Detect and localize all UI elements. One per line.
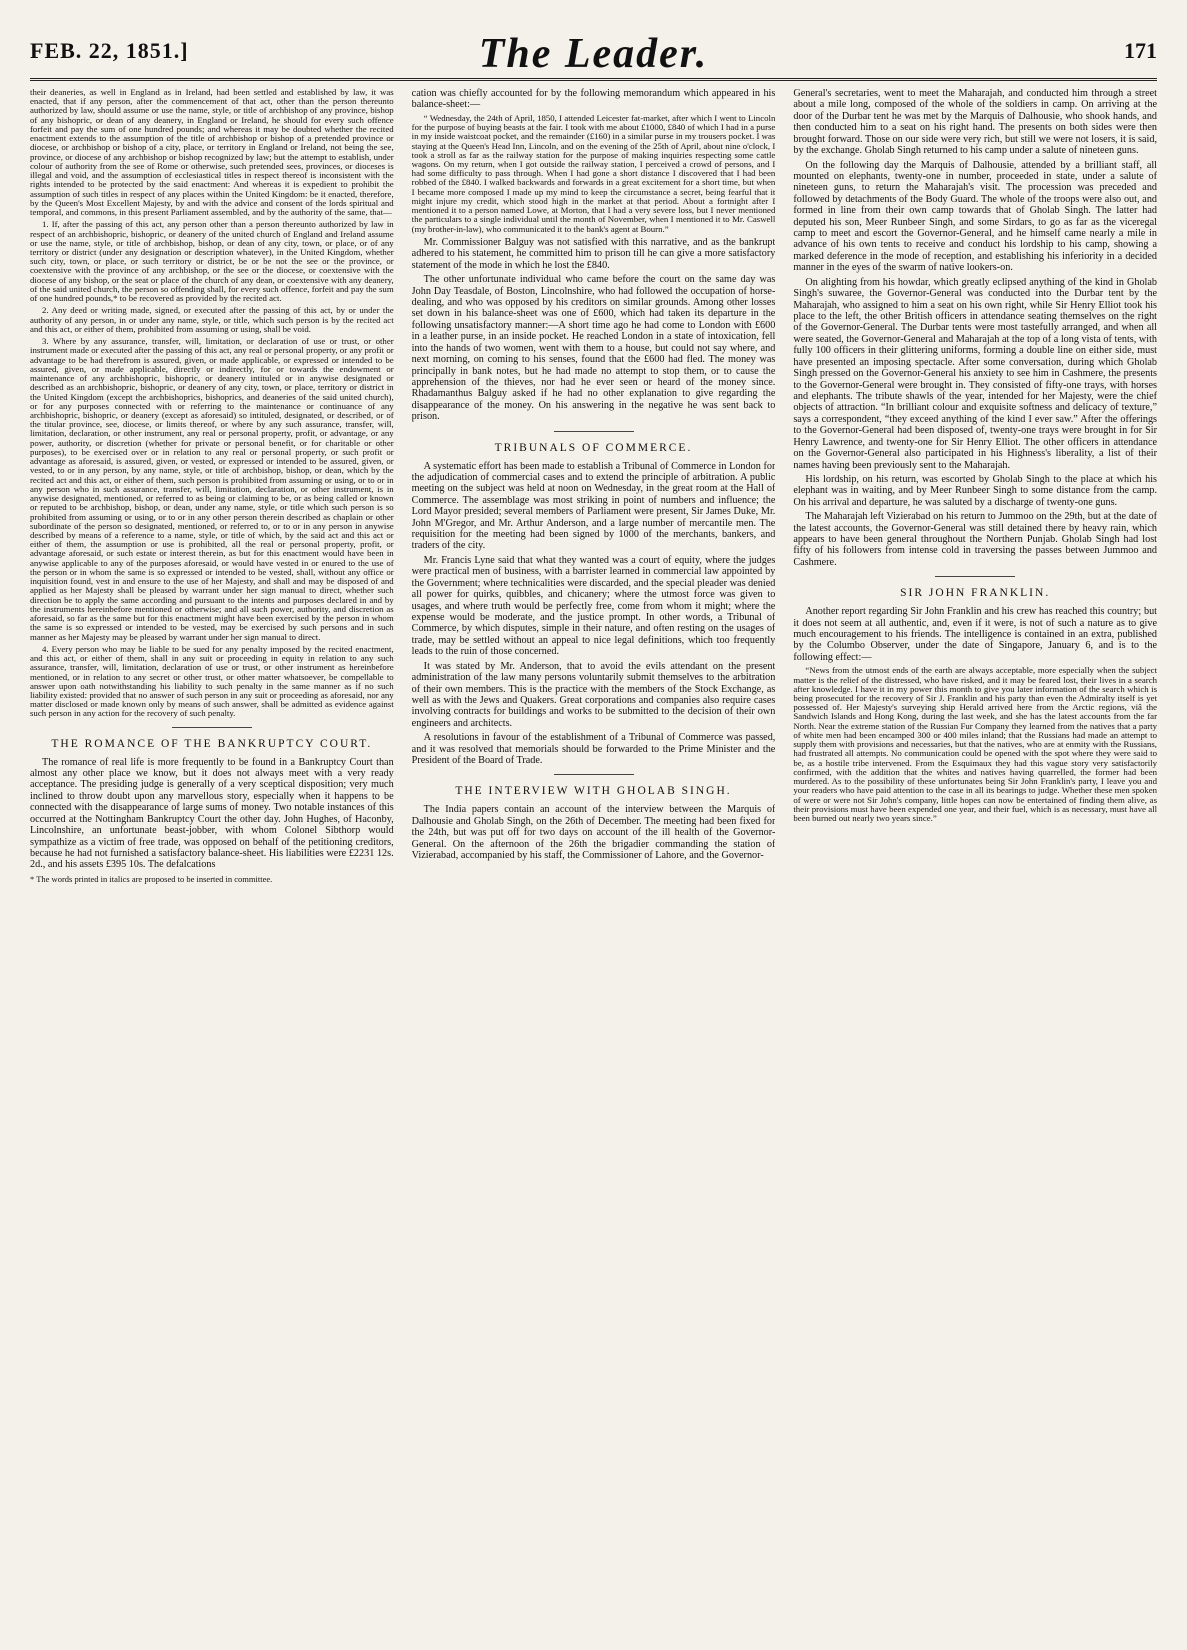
paragraph: 4. Every person who may be liable to be sued for any penalty imposed by the recited enactment, and this act, or either of them, shall in any suit or proceeding in equity in relation to any such assurance, transfer, will, limitation, declaration of use or trust, or other instrument as hereinbefore mentioned, or in relation to any secret or other trust, or other matter whatsoever, be compellable to answer upon oath notwithstanding his liability to such penalty in the same manner as if no such liability existed: provided that no answer of such person in any suit or proceeding as aforesaid, nor any matter disclosed or made known only by means of such answer, shall be admitted as evidence against such person in any action for the recovery of such penalty. xyxy=(30,643,394,719)
paragraph: On the following day the Marquis of Dalhousie, attended by a brilliant staff, all mounted on elephants, twenty-one in number, proceeded in state, under a salute of nineteen guns, to return the Maharajah's visit. The procession was preceded and followed by detachments of the Body Guard. The whole of the troops were also out, and formed in line from their own camp towards that of Gholab Singh. The latter had deputed his son, Meer Runbeer Singh, and some Sirdars, to go as far as the viceregal camp to meet and escort the Governor-General, and he himself came nearly a mile in advance of his own tents to receive and conduct his lordship to his camp, showing a marked deference in the mode of reception, and establishing his inferiority in a decided manner in the eyes of the swarm of native lookers-on. xyxy=(793,159,1158,274)
paragraph: General's secretaries, went to meet the Maharajah, and conducted him through a street about a mile long, composed of the whole of the soldiers in camp. On arriving at the door of the Durbar tent he was met by the Marquis of Dalhousie, who shook hands, and then conducted him to a seat on his right hand. The presents on both sides were then brought forward. Those on our side were very rich, but still we were not losers, it is said, by the exchange. Gholab Singh returned to his camp under a salute of nineteen guns. xyxy=(793,88,1158,157)
paragraph: Another report regarding Sir John Franklin and his crew has reached this country; but it does not seem at all authentic, and, even if it were, is not of such a nature as to give much encouragement to his friends. The intelligence is contained in an extra, published by the Columbo Observer, under the date of Singapore, January 6, and is to the following effect:— xyxy=(793,606,1158,663)
paragraph: Mr. Francis Lyne said that what they wanted was a court of equity, where the judges were practical men of business, with a barrister learned in commercial law appointed by the Government; where technicalities were discarded, and the special pleader was denied all power for quirks, quibbles, and chicanery; where the utmost force was given to usages, and where truth would be perfectly free, come from whom it might; where the expense would be moderate, and the justice prompt. In other words, a Tribunal of Commerce, by which disputes, simple in their nature, and often resting on the usages of trade, may be settled without an appeal to nice legal definitions, which too frequently leads to the ruin of those concerned. xyxy=(411,554,776,658)
paragraph: The romance of real life is more frequently to be found in a Bankruptcy Court than almost any other place we know, but it does not always meet with a very ready acceptance. The presiding judge is generally of a very sceptical disposition; very much inclined to throw doubt upon any marvellous story, especially when it happens to be connected with the disappearance of large sums of money. Two notable instances of this occurred at the Nottingham Bankruptcy Court the other day. John Hughes, of Haconby, Lincolnshire, an unfortunate beast-jobber, with whom Colonel Sibthorp would sympathize as a victim of free trade, was opposed on behalf of the petitioning creditors, because he had not furnished a satisfactory balance-sheet. His liabilities were £2231 12s. 2d., and his assets £395 10s. The defalcations xyxy=(30,756,394,871)
paragraph: A resolutions in favour of the establishment of a Tribunal of Commerce was passed, and it was resolved that memorials should be forwarded to the Prime Minister and the President of the Board of Trade. xyxy=(411,732,776,767)
quoted-paragraph: “ Wednesday, the 24th of April, 1850, I attended Leicester fat-market, after which I went to Lincoln for the purpose of buying beasts at the fair. I took with me about £1000, £840 of which I had in a purse in my inside waistcoat pocket, and the remainder (£160) in a similar purse in my trousers pocket. I was staying at the Queen's Head Inn, Lincoln, and on the evening of the 25th of April, about nine o'clock, I took a stroll as far as the railway station for the purpose of making inquiries respecting some cattle wagons. On my return, when I got outside the railway station, I perceived a crowd of persons, and I had some difficulty to pass through. When I had gone a short distance I discovered that I had been robbed of the £840. I walked backwards and forwards in a great excitement for a short time, but when I became more composed I made up my mind to keep the circumstance a secret, being fearful that it might injure my credit, which stood high in the market at that period. About a fortnight after I mentioned it to a person named Lowe, at Morton, that I had a very severe loss, but I never mentioned the particulars to a single individual until the month of November, when I mentioned it to Mr. Caswell (my brother-in-law), who communicated it to the bank's agent at Bourn.” xyxy=(411,112,776,234)
footnote: * The words printed in italics are proposed to be inserted in committee. xyxy=(30,873,273,884)
section-heading: THE INTERVIEW WITH GHOLAB SINGH. xyxy=(455,785,732,798)
issue-date: FEB. 22, 1851.] xyxy=(30,38,189,63)
paragraph: 3. Where by any assurance, transfer, will, limitation, or declaration of use or trust, or other instrument made or executed after the passing of this act, any real or personal property, or any profit or advantage to be had therefrom is assured, given, or made applicable, or expressed or intended to be assured, given, or made applicable, directly or indirectly, for or towards the endowment or maintenance of any archbishopric, bishopric, or deanery intituled or in anywise designated or described as an archbishopric, bishopric, or deanery of any city, town, or place, territory or district in the United Kingdom (except the archbishoprics, bishoprics, and deaneries of the said united church), or for any purposes connected with or referring to the maintenance or continuance of any archbishopric, bishopric, or deanery (except as aforesaid) so intituled, designated, or described, or of the titular province, see, diocese, or limits thereof, or where by any such assurance, transfer, will, limitation, declaration, or other instrument, any real or personal property, profit, or advantage, or any power, authority, or discretion (whether for private or personal benefit, or for charitable or other purposes), to be exercised over or in relation to any real or personal property, or such profit or advantage as aforesaid, is assured, given, or vested, or expressed or intended to be assured, given, or vested, to or in any person, by any name, style, or title of archbishop, bishop, or dean, which by the recited act and this act, or either of them, such person is prohibited from assuming or using, or to or in any person who in such assurance, transfer, will, limitation, declaration, or other instrument, is in anywise designated, mentioned, or referred to as being or claiming to be, or as being called or known or reputed to be archbishop, bishop, or dean, under any name, style, or title which such person is so prohibited from assuming or using, or to or in any other person therein described as chaplain or other subordinate of the person so designated, mentioned, or referred to, or to or in any person in anywise described by means of a reference to a name, style, or title of which, by the said act and this act or either of them, the assumption or use is prohibited, all the real or personal property, profit, or advantage aforesaid, or such estate or interest therein, as but for this enactment would have been in anywise applicable to any of the purposes aforesaid, or would have vested in or enured to the use of the person or in whom the same is so expressed or intended to be vested, shall, without any office or inquisition found, vest in and ensure to the use of her Majesty, and shall and may be disposed of and applied as her Majesty shall be pleased by warrant under her sign manual to direct, whether such direction be to apply the same according and pursuant to the intents and purposes declared in and by the instruments hereinbefore mentioned or otherwise; and all such power, authority, and discretion as aforesaid, so far as the same but for this enactment might have been exercised by the person in whom the same is so expressed or intended to be vested, may be exercised by such persons and in such manner as her Majesty may be pleased by warrant under her sign manual to direct. xyxy=(30,336,394,642)
section-heading: TRIBUNALS OF COMMERCE. xyxy=(494,441,693,454)
paragraph: 1. If, after the passing of this act, any person other than a person thereunto authorized by law in respect of an archbishopric, bishopric, or deanery of the united church of England and Ireland assume or use the name, style, or title of archbishop, bishop, or dean of any city, town, or place, or of any territory or district (under any designation or description whatever), in the United Kingdom, whether such city, town, or place, or such territory or district, be or be not the see or the province, or coextensive with the province of any archbishop, or the see or the diocese, or coextensive with the diocese of any bishop, or the seat or place of the church of any dean, or coextensive with any deanery, of the said united church, the person so offending shall, for every such offence, forfeit and pay the sum of one hundred pounds,* to be recovered as provided by the recited act. xyxy=(30,219,394,304)
masthead xyxy=(30,30,1157,81)
divider xyxy=(554,774,634,775)
paragraph: The other unfortunate individual who came before the court on the same day was John Day Teasdale, of Boston, Lincolnshire, who had followed the occupation of horse-dealing, and who was opposed by his creditors on similar grounds. Among other losses set down in his balance-sheet was one of £600, which had taken its departure in the following unsatisfactory manner:—A short time ago he had come to London with £600 in a leather purse, in an inside pocket. He reached London in a state of intoxication, fell into the hands of two women, went with them to a house, but could not say where, and next morning, on coming to his senses, found that the £600 had fled. The money was principally in bank notes, but he had made no attempt to stop them, or to cause the apprehension of the thieves, nor had he ever seen or heard of the money since. Rhadamanthus Balguy asked if he had no other explanation to give regarding the disappearance of the money. On his answering in the negative he was sent back to prison. xyxy=(411,274,776,423)
column-1 xyxy=(30,88,394,1630)
article-columns xyxy=(30,88,1157,1630)
column-2 xyxy=(412,88,776,1630)
section-heading: THE ROMANCE OF THE BANKRUPTCY COURT. xyxy=(51,737,373,750)
divider xyxy=(554,431,634,432)
paragraph: The Maharajah left Vizierabad on his return to Jummoo on the 29th, but at the date of the latest accounts, the Governor-General was still detained there by heavy rain, which appears to have been general throughout the Northern Punjab. Gholab Singh had lost fifty of his followers from intense cold in traversing the passes between Jummoo and Cashmere. xyxy=(793,511,1158,568)
quoted-paragraph: “News from the utmost ends of the earth are always acceptable, more especially when the subject matter is the relief of the distressed, who have risked, and it may be feared lost, their lives in a search after knowledge. I have it in my power this month to give you later information of the search which is being prosecuted for the recovery of Sir J. Franklin and his party than even the Admiralty itself is yet possessed of. Her Majesty's surveying ship Herald arrived here from the Arctic regions, viâ the Sandwich Islands and Hong Kong, during the last week, and she has the latest accounts from the far North. Near the extreme station of the Russian Fur Company they learned from the natives that a party of white men had been encamped 300 or 400 miles inland; that the Russians had made an attempt to supply them with provisions and necessaries, but that the natives, who are at enmity with the Russians, had frustrated all attempts. No communication could be opened with the spot where they were said to be, as a hostile tribe intervened. From the Esquimaux they had this vague story very satisfactorily confirmed, with the addition that the whites and natives having quarrelled, the former had been murdered. As to the possibility of these unfortunates being Sir John Franklin's party, I leave you and your readers who have paid attention to the case in all its bearings to judge. Whether these men spoken of were or were not Sir John's company, little hopes can now be entertained of finding them alive, as their provisions must have been expended one year, and their fuel, which is as necessary, must have all been burned out nearly two years since.” xyxy=(793,665,1158,824)
paragraph: It was stated by Mr. Anderson, that to avoid the evils attendant on the present administration of the law many persons voluntarily submit themselves to the arbitration of their own members. This is the practice with the members of the Stock Exchange, as well as with the Jews and Quakers. Great corporations and companies also require cases involving contracts for buildings and works to be submitted to the decision of their own engineers and architects. xyxy=(411,660,776,729)
newspaper-title: The Leader. xyxy=(478,31,709,77)
page-number: 171 xyxy=(1124,38,1157,63)
paragraph: The India papers contain an account of the interview between the Marquis of Dalhousie and Gholab Singh, on the 26th of December. The meeting had been fixed for the 24th, but was put off for two days on account of the ill health of the Governor-General. On the afternoon of the 26th the brigadier commanding the station of Vizierabad, accompanied by his staff, the Commissioner of Lahore, and the Governor- xyxy=(411,804,776,862)
paragraph: cation was chiefly accounted for by the following memorandum which appeared in his balance-sheet:— xyxy=(411,88,776,111)
paragraph: On alighting from his howdar, which greatly eclipsed anything of the kind in Gholab Singh's suwaree, the Governor-General was conducted into the Durbar tent by the Maharajah, who assigned to him a seat on his own right, while Sir Henry Elliot took his place to the left, the other British officers in attendance seating themselves on the right of the Governor-General. The Durbar tents were most tastefully arranged, and when all were seated, the Governor-General and Maharajah at the top of a long vista of tents, with fully 100 officers in their glittering uniforms, forming a double line on either side, must have presented an imposing spectacle. After some conversation, during which Gholab Singh pressed on the Governor-General his anxiety to see him in Cashmere, the presents to the Governor-General were brought in. They consisted of fifty-one trays, with horses and elephants. The tribute shawls of the year, intended for her Majesty, were the chief objects of attraction. “In brilliant colour and exquisite softness and delicacy of texture,” says a correspondent, “they exceed anything of the kind I ever saw.” After the offerings to the Governor-General had been disposed of, twenty-one trays were brought in for Sir Henry Lawrence, and twenty-one for Sir Henry Elliot. The other officers in attendance on the Governor-General also participated in his Highness's liberality, a list of their names having been previously sent to the Maharajah. xyxy=(793,276,1158,471)
divider xyxy=(935,576,1015,577)
paragraph: 2. Any deed or writing made, signed, or executed after the passing of this act, by or under the authority of any person, in or under any name, style, or title, which such person is by the recited act and this act, or either of them, prohibited from assuming or using, shall be void. xyxy=(30,305,394,334)
paragraph: Mr. Commissioner Balguy was not satisfied with this narrative, and as the bankrupt adhered to his statement, he committed him to prison till he can give a more satisfactory statement of the mode in which he lost the £840. xyxy=(411,236,776,271)
paragraph: A systematic effort has been made to establish a Tribunal of Commerce in London for the adjudication of commercial cases and to extend the principle of arbitration. A public meeting on the subject was held at noon on Wednesday, in the great room at the Hall of Commerce. The assemblage was most striking in point of numbers and influence; the Lord Mayor presided; several members of Parliament were present, Sir James Duke, Mr. John M'Gregor, and Mr. Arthur Anderson, and a large number of mercantile men. The requisition for the meeting had been signed by 1000 of the merchants, bankers, and traders of the city. xyxy=(411,460,776,552)
divider xyxy=(172,727,252,728)
section-heading: SIR JOHN FRANKLIN. xyxy=(900,587,1051,600)
paragraph: their deaneries, as well in England as in Ireland, had been settled and established by law, it was enacted, that if any person, after the commencement of that act, other than the person thereunto authorized by law, should assume or use the name, style, or title of archbishop of any province, bishop of any bishopric, or dean of any deanery, in England or Ireland, he should for every such offence forfeit and pay the sum of one hundred pounds; and whereas it may be doubted whether the recited enactment extends to the assumption of the title of archbishop or bishop of a pretended province or diocese, or archbishop or bishop of a city, place, or territory in England or Ireland, not being the see, province, or diocese of any archbishop or bishop recognized by law; but the attempt to establish, under colour of authority from the see of Rome or otherwise, such pretended sees, provinces, or dioceses is illegal and void, and the assumption of ecclesiastical titles in respect thereof is inconsistent with the rights intended to be protected by the said enactment: And whereas it is expedient to prohibit the assumption of such titles in respect of any places within the United Kingdom: be it enacted, therefore, by the Queen's Most Excellent Majesty, by and with the advice and consent of the lords spiritual and temporal, and commons, in this present Parliament assembled, and by the authority of the same, that— xyxy=(30,88,394,218)
column-3 xyxy=(793,88,1157,1630)
paragraph: His lordship, on his return, was escorted by Gholab Singh to the place at which his elephant was in waiting, and by Meer Runbeer Singh to some distance from the camp. On his arrival and departure, he was saluted by a discharge of twenty-one guns. xyxy=(793,473,1158,508)
